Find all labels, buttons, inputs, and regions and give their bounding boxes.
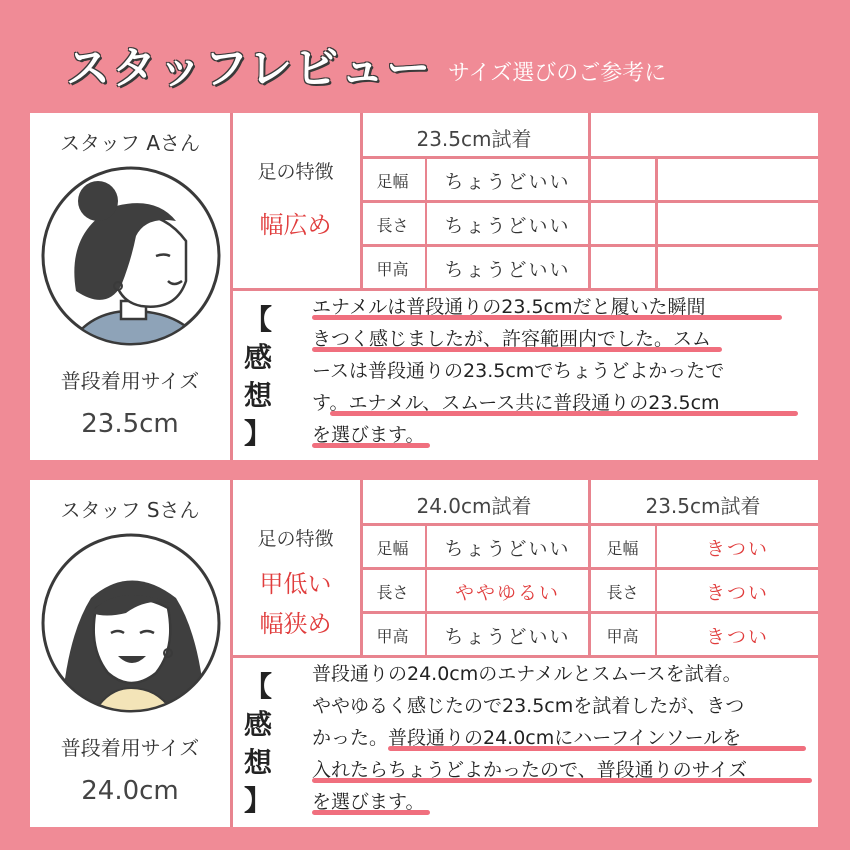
metric-label: 甲高 xyxy=(376,260,409,279)
staff-card-s xyxy=(30,480,818,827)
metric-label: 甲高 xyxy=(376,627,409,646)
foot-features-label: 足の特徴 xyxy=(257,528,334,550)
metric-label: 足幅 xyxy=(376,172,409,191)
impression-label: 【 感 想 】 xyxy=(243,303,272,450)
fit-value: ちょうどいい xyxy=(444,626,571,648)
review-text: 普段通りの24.0cmのエナメルとスムースを試着。 ややゆるく感じたので23.5cmを試着したが、きつ かった。普段通りの24.0cmにハーフインソールを 入れたらちょうどよかったので、普段通りのサイズ を選びます。 xyxy=(312,663,748,813)
metric-label: 長さ xyxy=(606,583,639,602)
fit-value: ちょうどいい xyxy=(444,215,571,237)
metric-label: 甲高 xyxy=(606,627,639,646)
fit-value: ちょうどいい xyxy=(444,538,571,560)
staff-name: スタッフ Aさん xyxy=(59,131,201,155)
fit-value: ちょうどいい xyxy=(444,171,571,193)
metric-label: 足幅 xyxy=(606,539,639,558)
woman-long-hair-icon xyxy=(36,528,226,718)
metric-label: 足幅 xyxy=(376,539,409,558)
trial-size-header: 23.5cm試着 xyxy=(645,494,761,518)
fit-value: きつい xyxy=(705,582,769,604)
usual-size-label: 普段着用サイズ xyxy=(60,736,200,760)
fit-value: ややゆるい xyxy=(454,582,560,604)
metric-label: 長さ xyxy=(376,583,409,602)
review-text: エナメルは普段通りの23.5cmだと履いた瞬間 きつく感じましたが、許容範囲内でした。スム ースは普段通りの23.5cmでちょうどよかったで す。エナメル、スムース共に普段通りの23.5cm を選びます。 xyxy=(312,296,725,446)
usual-size-value: 24.0cm xyxy=(81,776,179,806)
foot-feature: 甲低い xyxy=(259,570,332,598)
page-title: スタッフレビュー xyxy=(66,43,433,94)
fit-value: きつい xyxy=(705,626,769,648)
metric-label: 長さ xyxy=(376,216,409,235)
usual-size-value: 23.5cm xyxy=(81,409,179,439)
impression-label: 【 感 想 】 xyxy=(243,670,272,817)
fit-value: ちょうどいい xyxy=(444,259,571,281)
trial-size-header: 23.5cm試着 xyxy=(416,127,532,151)
fit-value: きつい xyxy=(705,538,769,560)
woman-bun-hair-icon xyxy=(36,161,226,351)
foot-feature: 幅狭め xyxy=(259,610,332,638)
foot-feature: 幅広め xyxy=(259,211,332,239)
foot-features-label: 足の特徴 xyxy=(257,161,334,183)
trial-size-header: 24.0cm試着 xyxy=(416,494,532,518)
usual-size-label: 普段着用サイズ xyxy=(60,369,200,393)
staff-name: スタッフ Sさん xyxy=(60,498,200,522)
staff-card-a xyxy=(30,113,818,460)
page-subtitle: サイズ選びのご参考に xyxy=(448,61,667,86)
